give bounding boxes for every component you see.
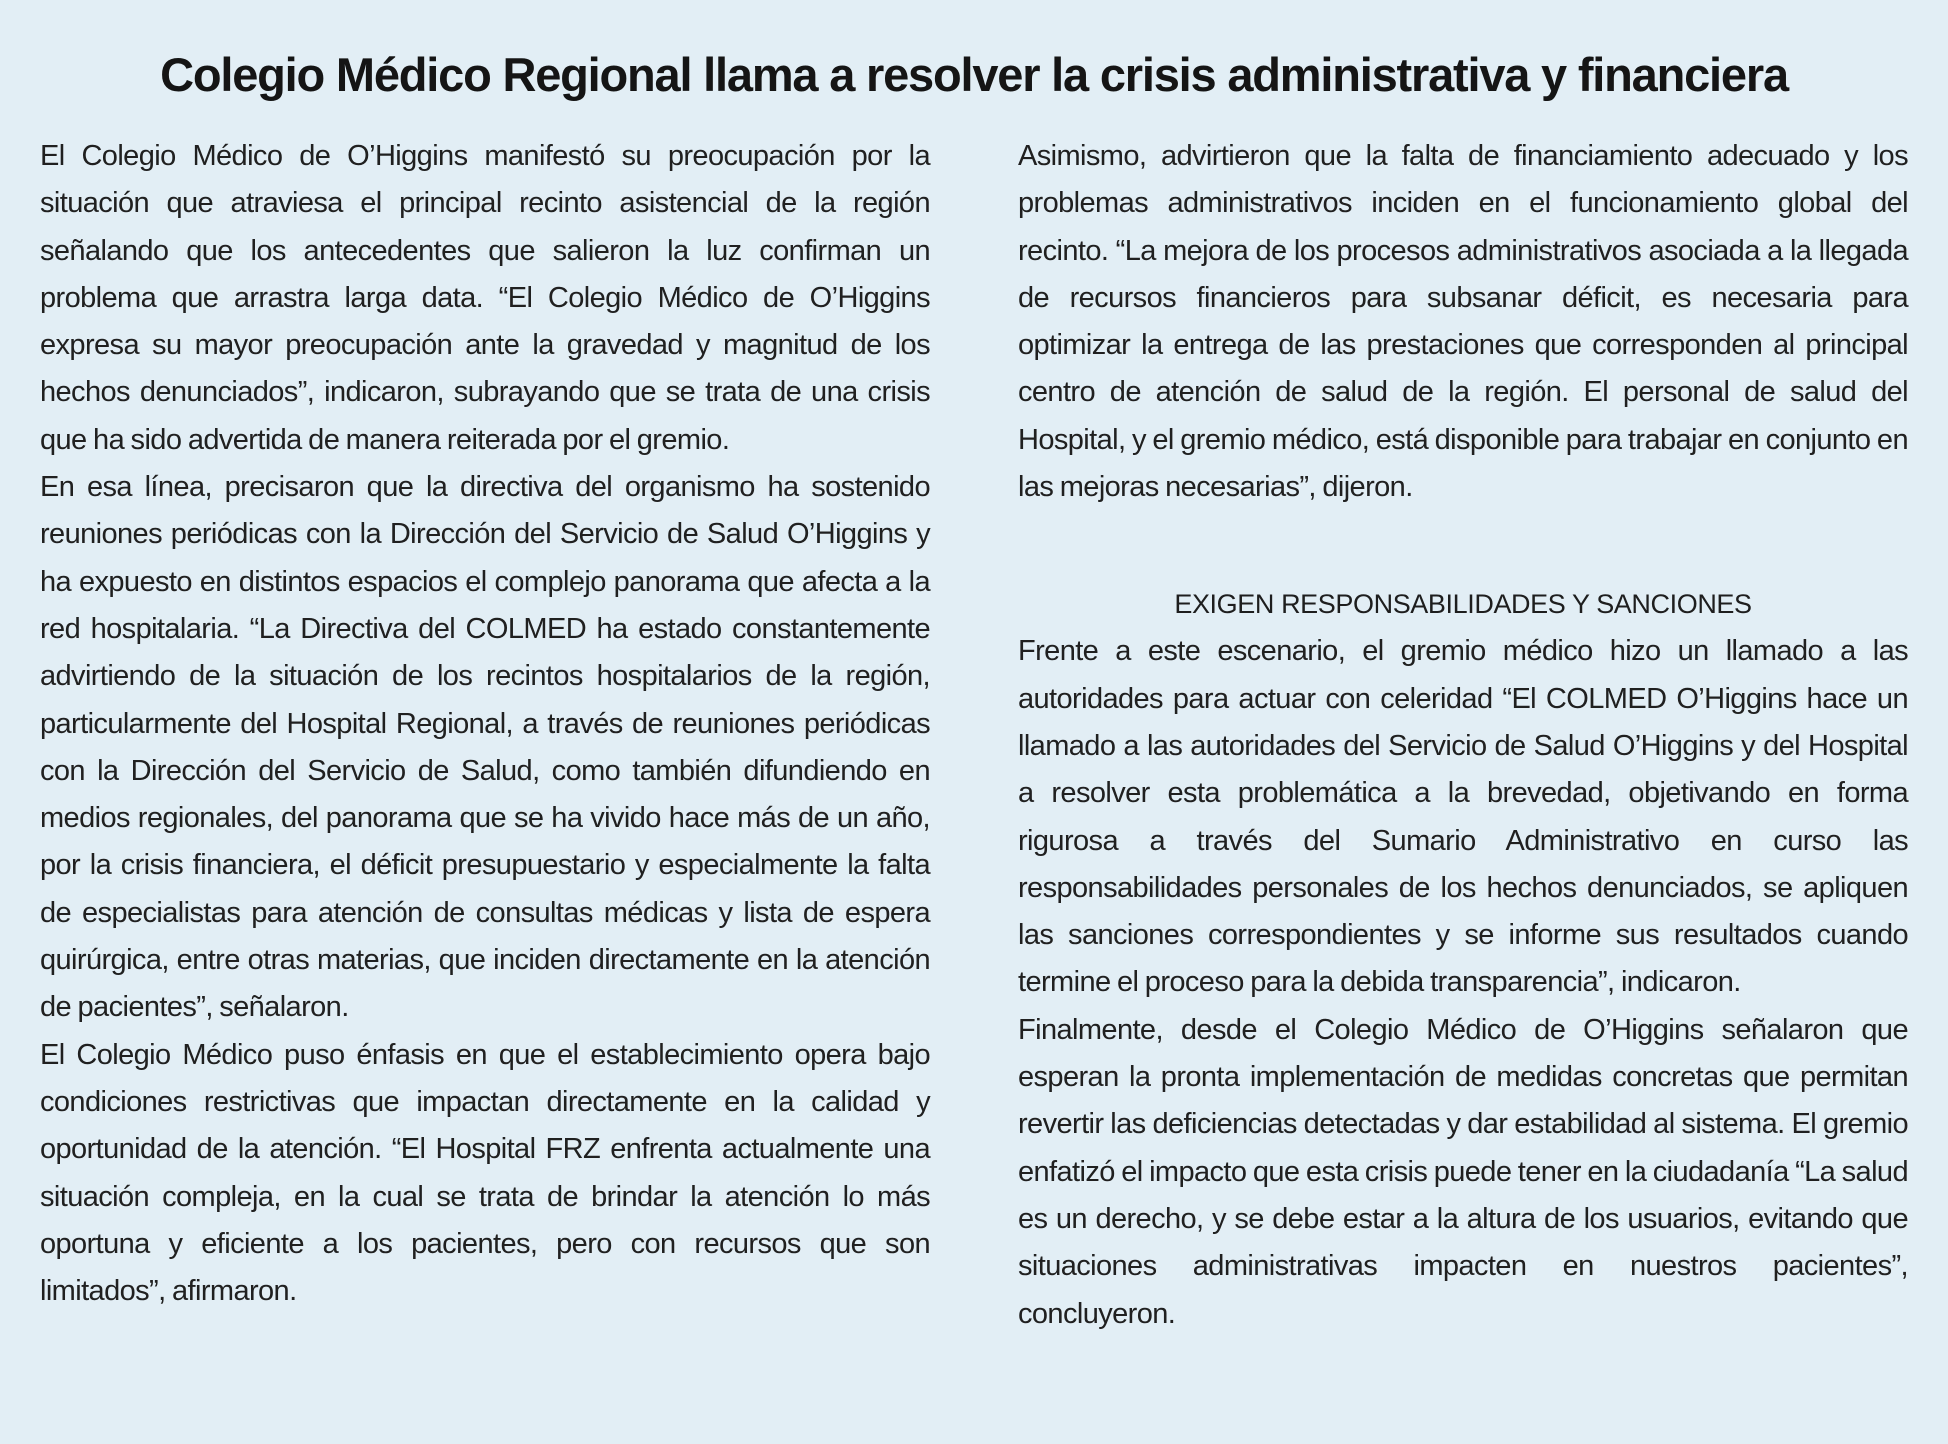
paragraph: En esa línea, precisaron que la directiva del organismo ha sostenido reuniones periódicas con la Dirección del Servicio de Salud O’Higgins y ha expuesto en distintos espacios el complejo panorama que afecta a la red hospitalaria. “La Directiva del COLMED ha estado constantemente advirtiendo de la situación de los recintos hospitalarios de la región, particularmente del Hospital Regional, a través de reuniones periódicas con la Dirección del Servicio de Salud, como también difundiendo en medios regionales, del panorama que se ha vivido hace más de un año, por la crisis financiera, el déficit presupuestario y especialmente la falta de especialistas para atención de consultas médicas y lista de espera quirúrgica, entre otras materias, que inciden directamente en la atención de pacientes”, señalaron. xyxy=(40,471,930,1024)
paragraph: Frente a este escenario, el gremio médico hizo un llamado a las autoridades para actuar con celeridad “El COLMED O’Higgins hace un llamado a las autoridades del Servicio de Salud O’Higgins y del Hospital a resolver esta problemática a la brevedad, objetivando en forma rigurosa a través del Sumario Administrativo en curso las responsabilidades personales de los hechos denunciados, se apliquen las sanciones correspondientes y se informe sus resultados cuando termine el proceso para la debida transparencia”, indicaron. xyxy=(1018,635,1908,999)
article-body xyxy=(40,133,1908,1338)
section-subhead: EXIGEN RESPONSABILIDADES Y SANCIONES xyxy=(1174,589,1752,620)
article-headline: Colegio Médico Regional llama a resolver la crisis administrativa y financiera xyxy=(160,48,1788,101)
paragraph: El Colegio Médico de O’Higgins manifestó su preocupación por la situación que atraviesa el principal recinto asistencial de la región señalando que los antecedentes que salieron la luz confirman un problema que arrastra larga data. “El Colegio Médico de O’Higgins expresa su mayor preocupación ante la gravedad y magnitud de los hechos denunciados”, indicaron, subrayando que se trata de una crisis que ha sido advertida de manera reiterada por el gremio. xyxy=(40,140,930,456)
right-column xyxy=(1018,133,1908,1338)
paragraph: Asimismo, advirtieron que la falta de financiamiento adecuado y los problemas administrativos inciden en el funcionamiento global del recinto. “La mejora de los procesos administrativos asociada a la llegada de recursos financieros para subsanar déficit, es necesaria para optimizar la entrega de las prestaciones que corresponden al principal centro de atención de salud de la región. El personal de salud del Hospital, y el gremio médico, está disponible para trabajar en conjunto en las mejoras necesarias”, dijeron. xyxy=(1018,140,1908,504)
paragraph: Finalmente, desde el Colegio Médico de O’Higgins señalaron que esperan la pronta implementación de medidas concretas que permitan revertir las deficiencias detectadas y dar estabilidad al sistema. El gremio enfatizó el impacto que esta crisis puede tener en la ciudadanía “La salud es un derecho, y se debe estar a la altura de los usuarios, evitando que situaciones administrativas impacten en nuestros pacientes”, concluyeron. xyxy=(1018,1013,1908,1330)
left-column xyxy=(40,133,930,1338)
paragraph: El Colegio Médico puso énfasis en que el establecimiento opera bajo condiciones restrictivas que impactan directamente en la calidad y oportunidad de la atención. “El Hospital FRZ enfrenta actualmente una situación compleja, en la cual se trata de brindar la atención lo más oportuna y eficiente a los pacientes, pero con recursos que son limitados”, afirmaron. xyxy=(40,1038,930,1308)
